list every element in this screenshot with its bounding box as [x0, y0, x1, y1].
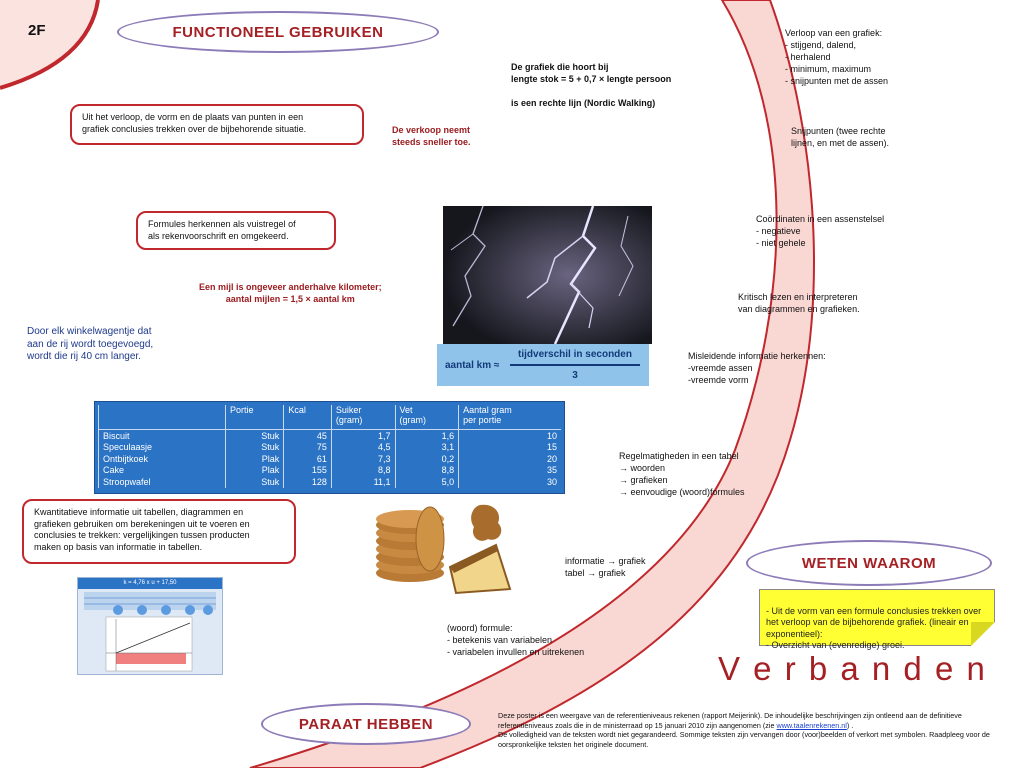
table-cell: 0,2: [395, 453, 459, 465]
table-cell: Stuk: [226, 430, 284, 442]
mijl-text: Een mijl is ongeveer anderhalve kilometer; aantal mijlen = 1,5 × aantal km: [199, 282, 382, 304]
functioneel-gebruiken-title: FUNCTIONEEL GEBRUIKEN: [172, 23, 384, 41]
regelmatigheden-text: Regelmatigheden in een tabel → woorden → grafieken → eenvoudige (woord)formules: [619, 451, 745, 497]
table-cell: 75: [284, 442, 332, 454]
table-cell: 128: [284, 476, 332, 488]
grafiek-hoort-text: De grafiek die hoort bij lengte stok = 5 + 0,7 × lengte persoon is een rechte lijn (Nordic Walking): [511, 62, 672, 108]
misleidende-text: Misleidende informatie herkennen: -vreemde assen -vreemde vorm: [688, 351, 826, 385]
verkoop-text: De verkoop neemt steeds sneller toe.: [392, 125, 471, 147]
table-cell: Cake: [99, 465, 226, 477]
verloop-grafiek-text: Verloop van een grafiek: - stijgend, dalend, - herhalend - minimum, maximum - snijpunten met de assen: [785, 28, 889, 86]
table-cell: Speculaasje: [99, 442, 226, 454]
winkelwagentje-text: Door elk winkelwagentje dat aan de rij wordt toegevoegd, wordt die rij 40 cm langer.: [27, 326, 154, 362]
nutrition-table: [94, 401, 565, 494]
table-cell: 8,8: [331, 465, 395, 477]
table-cell: Stuk: [226, 476, 284, 488]
table-cell: Stuk: [226, 442, 284, 454]
table-cell: 7,3: [331, 453, 395, 465]
sticky-note-text: - Uit de vorm van een formule conclusies trekken over het verloop van de bijbehorende grafiek. (lineair en exponentieel): - Overzicht van (evenredige) groei.: [766, 605, 982, 650]
table-cell: 30: [459, 476, 561, 488]
kwantitatieve-box: Kwantitatieve informatie uit tabellen, diagrammen en grafieken gebruiken om berekeningen uit te voeren en conclusies te trekken: vergelijkingen tussen producten maken op basis van informatie in tabellen.: [22, 499, 296, 564]
table-cell: Stroopwafel: [99, 476, 226, 488]
woordformule-text: (woord) formule: - betekenis van variabelen - variabelen invullen en uitrekenen: [447, 623, 585, 657]
verloop-box: Uit het verloop, de vorm en de plaats van punten in een grafiek conclusies trekken over de bijbehorende situatie.: [70, 104, 364, 145]
formula-box: [437, 344, 649, 386]
table-cell: 11,1: [331, 476, 395, 488]
table-cell: 8,8: [395, 465, 459, 477]
table-row: [99, 430, 562, 442]
table-cell: 1,6: [395, 430, 459, 442]
slide-number: 2F: [28, 22, 46, 39]
snijpunten-text: Snijpunten (twee rechte lijnen, en met de assen).: [791, 126, 890, 148]
footer-text-2: ) . De volledigheid van de teksten wordt niet gegarandeerd. Sommige teksten zijn vervangen door (voor)beelden of verkort met symbolen. Raadpleeg voor de oorspronkelijke teksten het originele document.: [498, 720, 990, 749]
table-cell: 20: [459, 453, 561, 465]
formula-denominator: 3: [572, 370, 578, 381]
cookies-photo: [370, 497, 515, 597]
table-row: [99, 465, 562, 477]
paraat-hebben-title: PARAAT HEBBEN: [298, 715, 434, 733]
table-cell: 1,7: [331, 430, 395, 442]
footer-link[interactable]: www.taalenrekenen.nl: [776, 720, 847, 730]
table-cell: Plak: [226, 465, 284, 477]
table-row: [99, 453, 562, 465]
table-header-cell: Vet (gram): [395, 405, 459, 430]
footer-note: [498, 711, 998, 749]
lightning-photo: [443, 206, 652, 344]
table-cell: 15: [459, 442, 561, 454]
functioneel-gebruiken-oval: [117, 11, 439, 53]
table-cell: 10: [459, 430, 561, 442]
formula-lhs: aantal km ≈: [445, 360, 500, 371]
kritisch-text: Kritisch lezen en interpreteren van diagrammen en grafieken.: [738, 292, 860, 314]
verbanden-title: V e r b a n d e n: [718, 650, 987, 687]
mini-chart-graphic: [78, 589, 222, 674]
footer-text-1: Deze poster is een weergave van de referentieniveaus rekenen (rapport Meijerink). De inhoudelijke beschrijvingen zijn ontleend aan de definitieve referentieniveaus zoals die in de ministerraad op 15 januari 2010 zijn aangenomen (zie: [498, 711, 962, 730]
weten-waarom-oval: [746, 540, 992, 586]
mini-chart-title: k = 4,76 x u + 17,50: [78, 578, 222, 589]
table-row: [99, 442, 562, 454]
table-header-row: [99, 405, 562, 430]
formules-box: Formules herkennen als vuistregel of als rekenvoorschrift en omgekeerd.: [136, 211, 336, 250]
formula-numerator: tijdverschil in seconden: [518, 349, 632, 360]
paraat-hebben-oval: [261, 703, 471, 745]
weten-waarom-title: WETEN WAAROM: [801, 554, 937, 572]
table-cell: Ontbijtkoek: [99, 453, 226, 465]
table-cell: Biscuit: [99, 430, 226, 442]
table-row: [99, 476, 562, 488]
table-cell: 45: [284, 430, 332, 442]
informatie-text: informatie → grafiek tabel → grafiek: [565, 556, 646, 578]
table-cell: 5,0: [395, 476, 459, 488]
table-cell: 35: [459, 465, 561, 477]
coordinaten-text: Coördinaten in een assenstelsel - negatieve - niet gehele: [756, 214, 885, 248]
table-cell: Plak: [226, 453, 284, 465]
table-header-cell: Suiker (gram): [331, 405, 395, 430]
table-cell: 61: [284, 453, 332, 465]
table-header-cell: Portie: [226, 405, 284, 430]
sticky-note: [759, 589, 995, 650]
table-cell: 155: [284, 465, 332, 477]
table-header-cell: Kcal: [284, 405, 332, 430]
formula-fraction-line: [510, 364, 640, 366]
table-header-cell: [99, 405, 226, 430]
sticky-fold: [971, 622, 995, 646]
table-cell: 3,1: [395, 442, 459, 454]
table-cell: 4,5: [331, 442, 395, 454]
mini-chart-screenshot: [77, 577, 223, 675]
table-header-cell: Aantal gram per portie: [459, 405, 561, 430]
